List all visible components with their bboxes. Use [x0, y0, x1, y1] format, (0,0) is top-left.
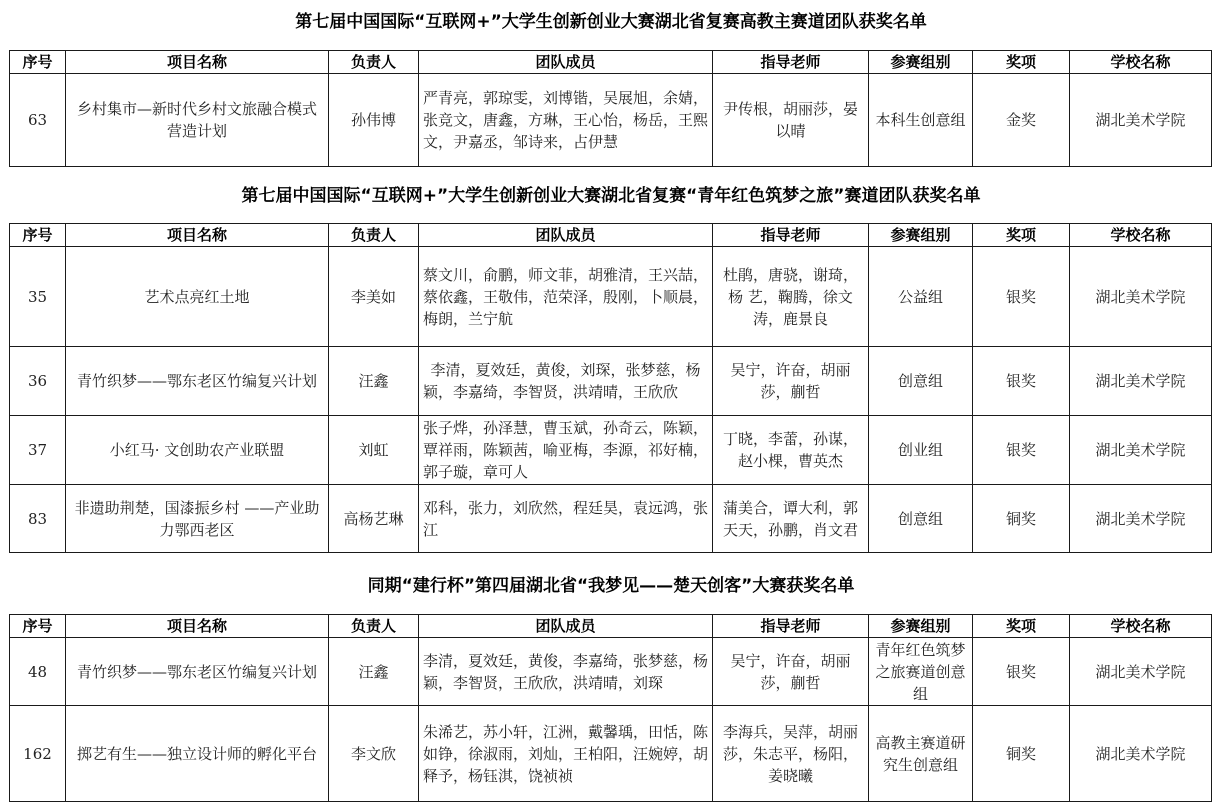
- header-award: 奖项: [973, 224, 1070, 247]
- cell-school: 湖北美术学院: [1070, 74, 1212, 167]
- header-leader: 负责人: [329, 224, 419, 247]
- header-members: 团队成员: [419, 615, 713, 638]
- header-advisors: 指导老师: [713, 224, 869, 247]
- cell-project: 小红马· 文创助农产业联盟: [66, 416, 329, 485]
- header-leader: 负责人: [329, 51, 419, 74]
- cell-no: 48: [10, 638, 66, 706]
- cell-school: 湖北美术学院: [1070, 706, 1212, 802]
- cell-leader: 汪鑫: [329, 347, 419, 416]
- table-row: [10, 416, 1212, 485]
- cell-leader: 李美如: [329, 247, 419, 347]
- cell-advisors: 蒲美合，谭大利，郭天天，孙鹏，肖文君: [713, 485, 869, 553]
- cell-award: 银奖: [973, 247, 1070, 347]
- table-row: [10, 347, 1212, 416]
- award-table-2: [9, 223, 1212, 553]
- header-no: 序号: [10, 615, 66, 638]
- table-row: [10, 485, 1212, 553]
- header-school: 学校名称: [1070, 615, 1212, 638]
- cell-school: 湖北美术学院: [1070, 416, 1212, 485]
- cell-group: 创业组: [869, 416, 973, 485]
- cell-school: 湖北美术学院: [1070, 638, 1212, 706]
- cell-no: 83: [10, 485, 66, 553]
- cell-award: 铜奖: [973, 485, 1070, 553]
- cell-advisors: 李海兵，吴萍，胡丽莎，朱志平，杨阳，姜晓曦: [713, 706, 869, 802]
- table-row: [10, 74, 1212, 167]
- header-leader: 负责人: [329, 615, 419, 638]
- table-row: [10, 638, 1212, 706]
- cell-no: 36: [10, 347, 66, 416]
- cell-members: 张子烨，孙泽慧，曹玉斌，孙奇云，陈颖，覃祥雨，陈颖茜，喻亚梅，李源，祁好楠，郭子璇，章可人: [419, 416, 713, 485]
- table-header-row: [10, 615, 1212, 638]
- cell-advisors: 吴宁，许奋，胡丽莎，蒯哲: [713, 638, 869, 706]
- cell-advisors: 尹传根，胡丽莎，晏以晴: [713, 74, 869, 167]
- cell-project: 艺术点亮红土地: [66, 247, 329, 347]
- header-project: 项目名称: [66, 51, 329, 74]
- cell-members: 朱浠艺，苏小轩，江洲，戴馨瑀，田恬，陈如铮，徐淑雨，刘灿，王柏阳，汪婉婷，胡释予，杨钰淇，饶祯祯: [419, 706, 713, 802]
- cell-members: 严青亮，郭琼雯，刘博锴，吴展旭，余婧，张竞文，唐鑫，方琳，王心怡，杨岳，王熙文，尹嘉丞，邹诗来，占伊慧: [419, 74, 713, 167]
- cell-project: 非遗助荆楚，国漆振乡村 ——产业助力鄂西老区: [66, 485, 329, 553]
- header-no: 序号: [10, 224, 66, 247]
- cell-project: 青竹织梦——鄂东老区竹编复兴计划: [66, 638, 329, 706]
- cell-group: 青年红色筑梦之旅赛道创意组: [869, 638, 973, 706]
- cell-advisors: 丁晓，李蕾，孙谋，赵小棵，曹英杰: [713, 416, 869, 485]
- cell-award: 银奖: [973, 416, 1070, 485]
- header-members: 团队成员: [419, 51, 713, 74]
- cell-members: 蔡文川，俞鹏，师文菲，胡雅清，王兴喆，蔡依鑫，王敬伟，范荣泽，殷刚，卜顺晨，梅朗，兰宁航: [419, 247, 713, 347]
- cell-leader: 高杨艺琳: [329, 485, 419, 553]
- cell-project: 掷艺有生——独立设计师的孵化平台: [66, 706, 329, 802]
- cell-members: 邓科，张力，刘欣然，程廷昊，袁远鸿，张江: [419, 485, 713, 553]
- cell-group: 本科生创意组: [869, 74, 973, 167]
- cell-leader: 李文欣: [329, 706, 419, 802]
- cell-leader: 刘虹: [329, 416, 419, 485]
- table-row: [10, 706, 1212, 802]
- header-advisors: 指导老师: [713, 51, 869, 74]
- header-advisors: 指导老师: [713, 615, 869, 638]
- cell-leader: 孙伟博: [329, 74, 419, 167]
- cell-school: 湖北美术学院: [1070, 347, 1212, 416]
- cell-group: 高教主赛道研究生创意组: [869, 706, 973, 802]
- cell-no: 37: [10, 416, 66, 485]
- cell-school: 湖北美术学院: [1070, 485, 1212, 553]
- header-project: 项目名称: [66, 224, 329, 247]
- award-table-1: [9, 50, 1212, 167]
- cell-award: 银奖: [973, 347, 1070, 416]
- cell-leader: 汪鑫: [329, 638, 419, 706]
- award-table-3: [9, 614, 1212, 802]
- header-no: 序号: [10, 51, 66, 74]
- section-1-title: 第七届中国国际“互联网+”大学生创新创业大赛湖北省复赛高教主赛道团队获奖名单: [295, 12, 927, 32]
- header-group: 参赛组别: [869, 224, 973, 247]
- cell-members: 李清，夏效廷，黄俊，刘琛，张梦慈，杨颖，李嘉绮，李智贤，洪靖晴，王欣欣: [419, 347, 713, 416]
- cell-advisors: 吴宁，许奋，胡丽莎，蒯哲: [713, 347, 869, 416]
- cell-school: 湖北美术学院: [1070, 247, 1212, 347]
- cell-award: 铜奖: [973, 706, 1070, 802]
- header-group: 参赛组别: [869, 615, 973, 638]
- header-school: 学校名称: [1070, 224, 1212, 247]
- header-award: 奖项: [973, 615, 1070, 638]
- table-header-row: [10, 51, 1212, 74]
- section-3-title: 同期“建行杯”第四届湖北省“我梦见——楚天创客”大赛获奖名单: [367, 576, 855, 596]
- cell-project: 青竹织梦——鄂东老区竹编复兴计划: [66, 347, 329, 416]
- cell-award: 金奖: [973, 74, 1070, 167]
- cell-no: 35: [10, 247, 66, 347]
- cell-project: 乡村集市—新时代乡村文旅融合模式营造计划: [66, 74, 329, 167]
- cell-members: 李清，夏效廷，黄俊，李嘉绮，张梦慈，杨颖，李智贤，王欣欣，洪靖晴，刘琛: [419, 638, 713, 706]
- header-project: 项目名称: [66, 615, 329, 638]
- cell-no: 162: [10, 706, 66, 802]
- header-school: 学校名称: [1070, 51, 1212, 74]
- header-members: 团队成员: [419, 224, 713, 247]
- cell-group: 创意组: [869, 485, 973, 553]
- header-group: 参赛组别: [869, 51, 973, 74]
- cell-advisors: 杜鹃，唐骁，谢琦，杨 艺，鞠腾，徐文涛，鹿景良: [713, 247, 869, 347]
- table-row: [10, 247, 1212, 347]
- section-2-title: 第七届中国国际“互联网+”大学生创新创业大赛湖北省复赛“青年红色筑梦之旅”赛道团队获奖名单: [241, 186, 981, 206]
- cell-no: 63: [10, 74, 66, 167]
- header-award: 奖项: [973, 51, 1070, 74]
- table-header-row: [10, 224, 1212, 247]
- cell-group: 公益组: [869, 247, 973, 347]
- cell-group: 创意组: [869, 347, 973, 416]
- cell-award: 银奖: [973, 638, 1070, 706]
